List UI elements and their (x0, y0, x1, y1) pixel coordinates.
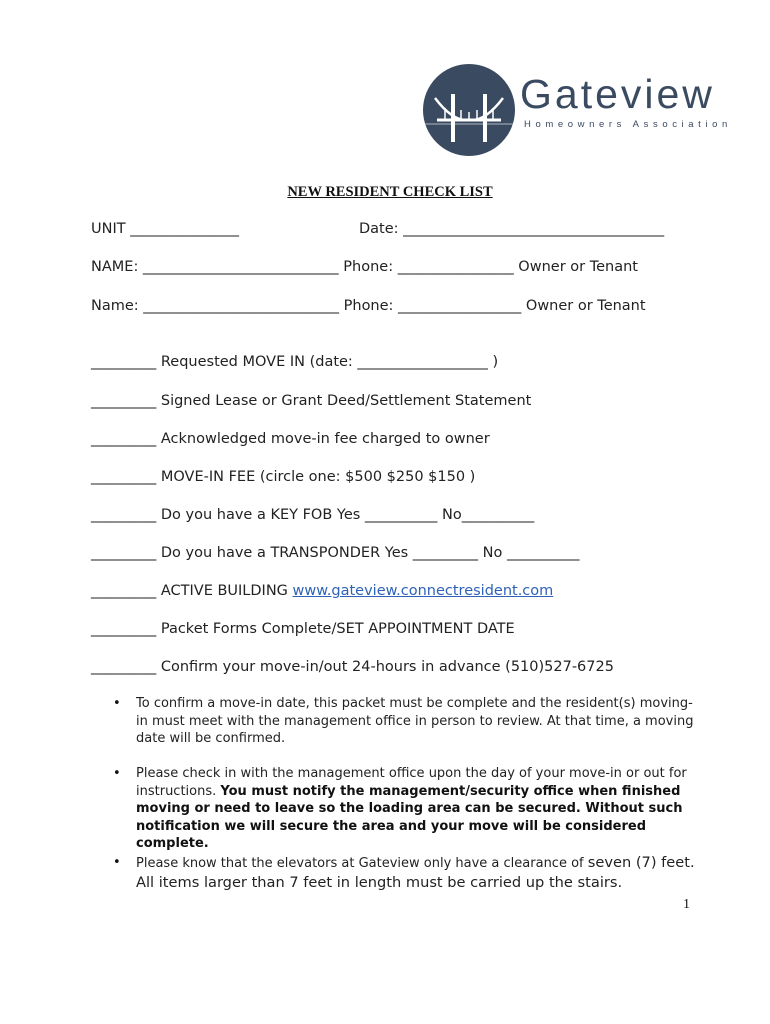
checklist-item: _________ Confirm your move-in/out 24-hours in advance (510)527-6725 (91, 659, 614, 675)
date-field: Date: ____________________________________ (359, 221, 665, 237)
bridge-icon (423, 64, 515, 156)
checklist-item: _________ Do you have a TRANSPONDER Yes _________ No __________ (91, 545, 580, 561)
checklist-item: _________ Signed Lease or Grant Deed/Settlement Statement (91, 393, 532, 409)
checklist-item: _________ Do you have a KEY FOB Yes __________ No__________ (91, 507, 535, 523)
logo-emblem (423, 64, 515, 156)
bullet-paragraph-1: To confirm a move-in date, this packet must be complete and the resident(s) moving-in must meet with the management office in person to review. At that time, a moving date will be confirmed. (136, 696, 694, 746)
checklist-item-active-building (91, 584, 553, 599)
name-field-2: Name: ___________________________ Phone: _________________ Owner or Tenant (91, 298, 646, 314)
active-building-label: _________ ACTIVE BUILDING (91, 583, 293, 599)
logo-name: Gateview (520, 71, 715, 117)
unit-field: UNIT _______________ (91, 221, 239, 237)
bullet-2-text: Please check in with the management office upon the day of your move-in or out for instructions. (136, 766, 687, 799)
bullet-3-text-large: seven (7) feet. All items larger than 7 feet in length must be carried up the stairs. (136, 854, 695, 891)
bullet-icon: • (113, 855, 121, 870)
connectresident-link[interactable]: www.gateview.connectresident.com (292, 583, 554, 599)
checklist-item: _________ Requested MOVE IN (date: __________________ ) (91, 354, 499, 370)
bullet-paragraph-3 (136, 853, 696, 893)
bullet-icon: • (113, 766, 121, 781)
bullet-paragraph-2 (136, 765, 696, 853)
page-number: 1 (683, 897, 690, 912)
page-title: NEW RESIDENT CHECK LIST (287, 184, 493, 200)
bullet-icon: • (113, 696, 121, 711)
bullet-2-bold-text: You must notify the management/security office when finished moving or need to leave so the loading area can be secured. Without such notification we will secure the area and your move will be considered complete. (136, 783, 683, 851)
bullet-3-text: Please know that the elevators at Gateview only have a clearance of (136, 856, 588, 871)
checklist-item: _________ Packet Forms Complete/SET APPOINTMENT DATE (91, 621, 515, 637)
checklist-item: _________ MOVE-IN FEE (circle one: $500 $250 $150 ) (91, 469, 476, 485)
checklist-item: _________ Acknowledged move-in fee charged to owner (91, 431, 490, 447)
logo-subtitle: Homeowners Association (524, 119, 732, 130)
name-field-1: NAME: ___________________________ Phone: ________________ Owner or Tenant (91, 259, 638, 275)
